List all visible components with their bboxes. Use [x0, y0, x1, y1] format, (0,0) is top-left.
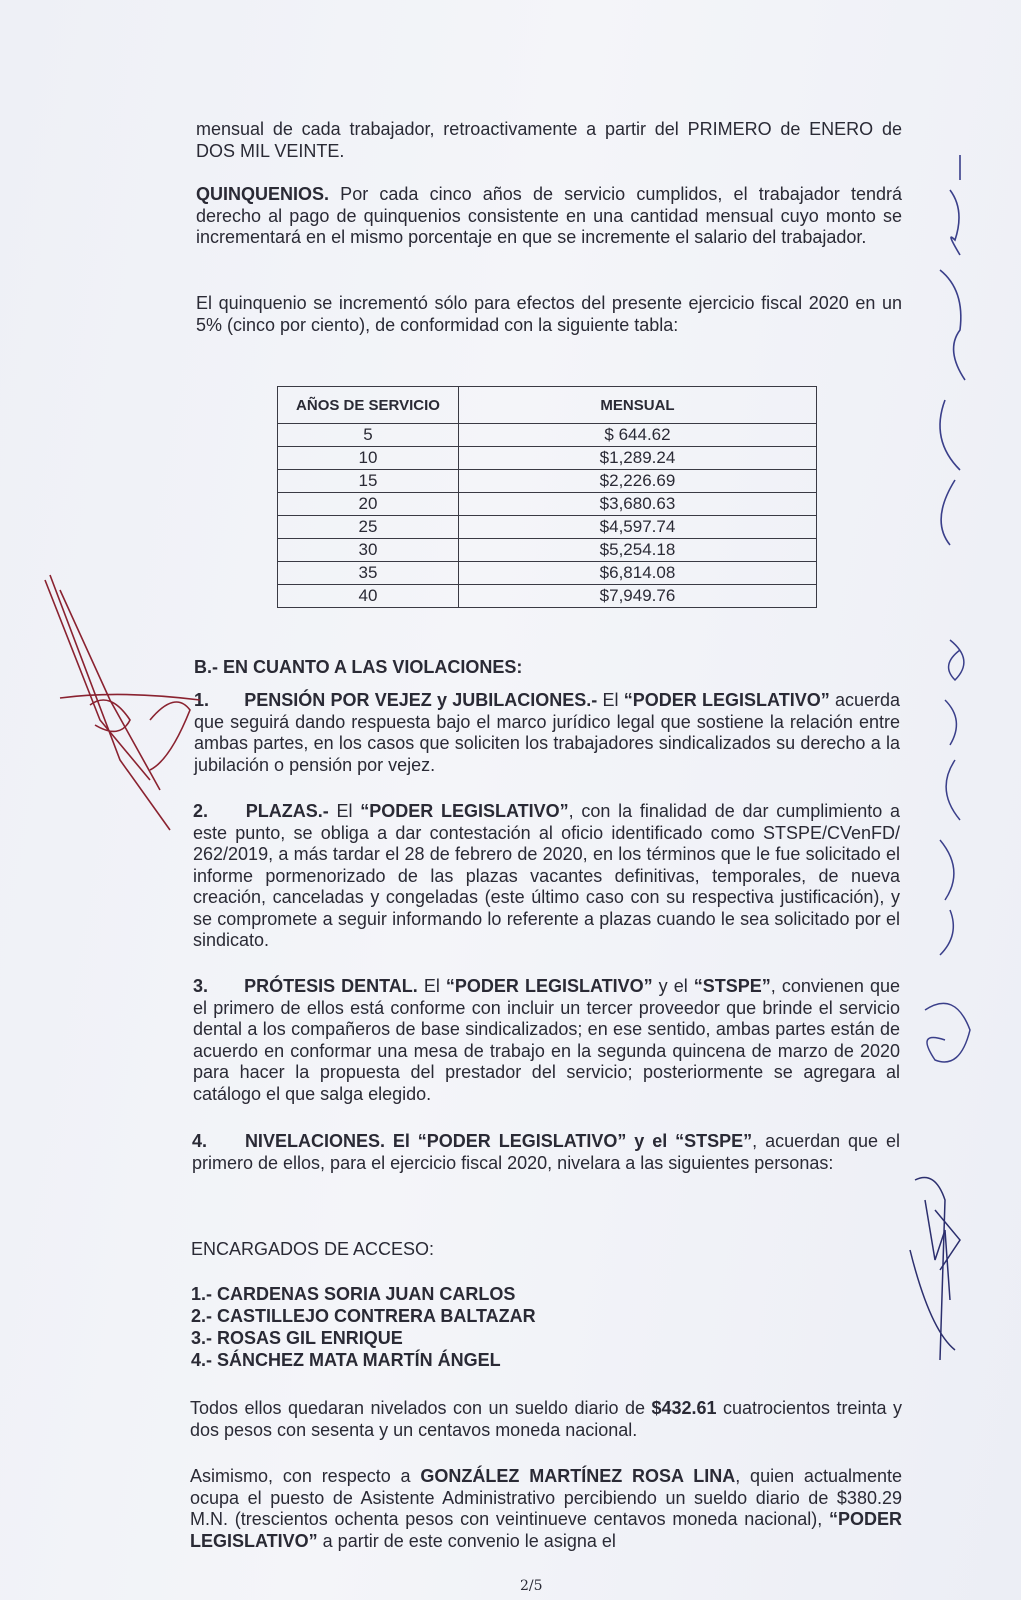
- amount-cell: $2,226.69: [459, 470, 817, 493]
- column-header-years: AÑOS DE SERVICIO: [278, 387, 459, 424]
- party-name: “PODER LEGISLATIVO”: [623, 690, 830, 710]
- years-cell: 5: [278, 424, 459, 447]
- item-number: 2.: [193, 801, 209, 821]
- amount-cell: $4,597.74: [459, 516, 817, 539]
- item-connector: El: [417, 976, 446, 996]
- sueldo-amount: $432.61: [651, 1398, 717, 1418]
- amount-cell: $1,289.24: [459, 447, 817, 470]
- sueldo-text: cuatrocientos treinta y dos pesos con sesenta y un centavos moneda nacional.: [190, 1398, 903, 1440]
- item-text: acuerda que seguirá dando respuesta bajo el marco jurídico legal que sostiene la relación entre ambas partes, en los casos que soliciten los trabajadores sindicalizados su derecho a la jubilación o pensión por vejez.: [194, 690, 900, 775]
- margin-signature-name: [925, 640, 970, 1062]
- amount-cell: $6,814.08: [459, 562, 817, 585]
- item-text: , convienen que el primero de ellos está conforme con incluir un tercer proveedor que brinde el servicio dental a los compañeros de base sindicalizados; en ese sentido, ambas partes están de acuerdo en conformar una mesa de trabajo en la segunda quincena de marzo de 2020 para hacer la propuesta del prestador del servicio; posteriormente se agregara al catálogo el que salga elegido.: [193, 976, 900, 1104]
- party-name: “PODER LEGISLATIVO”: [445, 976, 653, 996]
- years-cell: 30: [278, 539, 459, 562]
- quinquenios-increment-paragraph: El quinquenio se incrementó sólo para efectos del presente ejercicio fiscal 2020 en un 5% (cinco por ciento), de conformidad con la siguiente tabla:: [196, 293, 902, 335]
- intro-paragraph: mensual de cada trabajador, retroactivamente a partir del PRIMERO de ENERO de DOS MIL VEINTE.: [196, 119, 902, 161]
- list-item: 1.- CARDENAS SORIA JUAN CARLOS: [191, 1284, 516, 1304]
- item-title: PENSIÓN POR VEJEZ y JUBILACIONES.-: [244, 690, 598, 710]
- employee-name: GONZÁLEZ MARTÍNEZ ROSA LINA: [420, 1466, 736, 1486]
- list-item: 3.- ROSAS GIL ENRIQUE: [191, 1328, 403, 1348]
- item-number: 1.: [194, 690, 210, 710]
- years-cell: 25: [278, 516, 459, 539]
- asimismo-text: Asimismo, con respecto a: [190, 1466, 421, 1486]
- quinquenios-heading: QUINQUENIOS.: [196, 184, 330, 204]
- years-cell: 40: [278, 585, 459, 608]
- item-connector: El: [328, 801, 361, 821]
- amount-cell: $7,949.76: [459, 585, 817, 608]
- item-title: PRÓTESIS DENTAL.: [244, 976, 418, 996]
- years-cell: 20: [278, 493, 459, 516]
- margin-signature-top: [940, 155, 965, 545]
- party-name: “PODER LEGISLATIVO”: [190, 1509, 902, 1551]
- asimismo-text: a partir de este convenio le asigna el: [317, 1530, 616, 1551]
- item-title: PLAZAS.-: [245, 801, 329, 821]
- asimismo-text: , quien actualmente ocupa el puesto de Asistente Administrativo percibiendo un sueldo diario de $380.29 M.N. (trescientos ochenta pesos con veintinueve centavos moneda nacional),: [190, 1466, 902, 1529]
- red-initial-signature: [45, 575, 200, 830]
- list-item: 2.- CASTILLEJO CONTRERA BALTAZAR: [191, 1306, 536, 1326]
- item-connector: y el: [652, 976, 694, 996]
- column-header-monthly: MENSUAL: [459, 387, 817, 424]
- encargados-label: ENCARGADOS DE ACCESO:: [191, 1239, 435, 1259]
- amount-cell: $3,680.63: [459, 493, 817, 516]
- party-name: “PODER LEGISLATIVO”: [360, 801, 569, 821]
- page-number: 2/5: [520, 1578, 543, 1594]
- item-number: 4.: [192, 1131, 208, 1151]
- margin-signature-bottom: [910, 1178, 960, 1361]
- amount-cell: $ 644.62: [459, 424, 817, 447]
- amount-cell: $5,254.18: [459, 539, 817, 562]
- sueldo-text: Todos ellos quedaran nivelados con un sueldo diario de: [190, 1398, 652, 1418]
- item-title: NIVELACIONES. El “PODER LEGISLATIVO” y el “STSPE”: [244, 1131, 753, 1151]
- quinquenios-text: Por cada cinco años de servicio cumplidos, el trabajador tendrá derecho al pago de quinquenios consistente en una cantidad mensual cuyo monto se incrementará en el mismo porcentaje en que se incremente el salario del trabajador.: [196, 184, 902, 247]
- list-item: 4.- SÁNCHEZ MATA MARTÍN ÁNGEL: [191, 1350, 501, 1370]
- years-cell: 10: [278, 447, 459, 470]
- item-connector: El: [597, 690, 624, 710]
- item-number: 3.: [193, 976, 209, 996]
- item-text: , con la finalidad de dar cumplimiento a este punto, se obliga a dar contestación al oficio identificado como STSPE/CVenFD/ 262/2019, a más tardar el 28 de febrero de 2020, en los términos que le fue solicitado el informe pormenorizado de las plazas vacantes definitivas, temporales, de nueva creación, canceladas y congeladas (este último caso con su respectiva justificación), y se compromete a seguir informando lo referente a plazas cuando le sea solicitado por el sindicato.: [193, 801, 900, 950]
- years-cell: 15: [278, 470, 459, 493]
- item-text: , acuerdan que el primero de ellos, para el ejercicio fiscal 2020, nivelara a las siguientes personas:: [192, 1131, 900, 1173]
- party-name: “STSPE”: [693, 976, 771, 996]
- violaciones-heading: B.- EN CUANTO A LAS VIOLACIONES:: [194, 657, 523, 677]
- years-cell: 35: [278, 562, 459, 585]
